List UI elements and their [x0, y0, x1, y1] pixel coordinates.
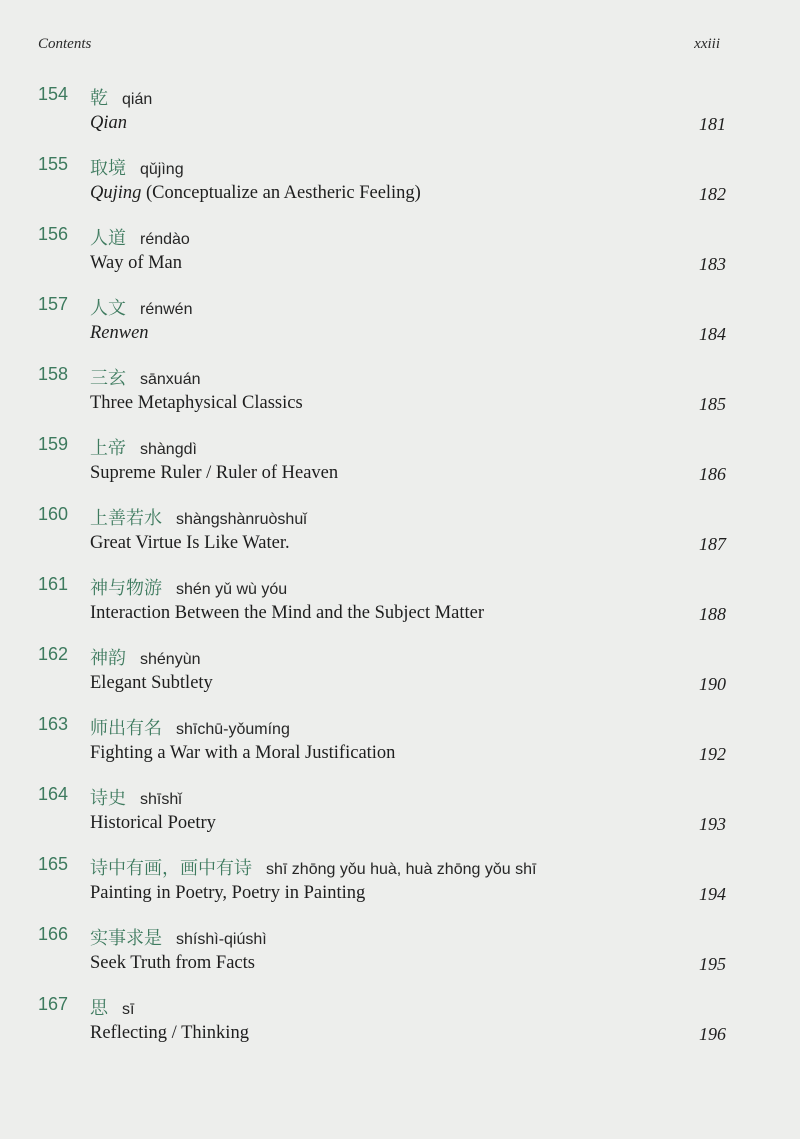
entry-hanzi: 取境 — [90, 158, 126, 179]
entry-english-main: Qian — [90, 113, 127, 133]
entry-chinese-term — [90, 364, 201, 390]
entry-english-main: Way of Man — [90, 253, 183, 273]
entry-pinyin: rénwén — [140, 301, 193, 318]
entry-chinese-term — [90, 714, 290, 740]
entry-number: 160 — [38, 504, 69, 524]
entry-number: 164 — [38, 784, 69, 804]
entry-page-number[interactable]: 181 — [699, 114, 726, 134]
entry-hanzi: 人文 — [90, 298, 126, 319]
entry-chinese-term — [90, 434, 197, 460]
entry-page-number[interactable]: 195 — [699, 954, 726, 974]
entry-english-main: Great Virtue Is Like Water. — [90, 533, 290, 553]
entry-pinyin: shīshǐ — [140, 791, 182, 808]
entry-hanzi: 思 — [90, 998, 108, 1019]
entry-pinyin: shényùn — [140, 651, 201, 668]
entry-english-main: Qujing — [90, 183, 142, 203]
entry-english-title[interactable] — [90, 953, 255, 974]
contents-list — [0, 84, 800, 1064]
entry-english-title[interactable] — [90, 743, 395, 764]
contents-entry — [0, 504, 800, 574]
entry-page-number[interactable]: 194 — [699, 884, 726, 904]
entry-chinese-term — [90, 994, 134, 1020]
entry-english-title[interactable] — [90, 533, 290, 554]
entry-chinese-term — [90, 294, 192, 320]
entry-number: 165 — [38, 854, 69, 874]
contents-entry — [0, 364, 800, 434]
contents-entry — [0, 644, 800, 714]
entry-chinese-term — [90, 224, 190, 250]
entry-english-title[interactable] — [90, 463, 338, 484]
entry-chinese-term — [90, 154, 184, 180]
entry-hanzi: 神韵 — [90, 648, 126, 669]
entry-number: 167 — [38, 994, 69, 1014]
contents-entry — [0, 854, 800, 924]
entry-pinyin: shíshì-qiúshì — [176, 931, 267, 948]
entry-english-title[interactable] — [90, 813, 216, 834]
entry-english-title[interactable] — [90, 253, 182, 274]
entry-pinyin: qián — [122, 91, 153, 108]
entry-page-number[interactable]: 184 — [699, 324, 726, 344]
entry-hanzi: 师出有名 — [90, 718, 162, 739]
entry-chinese-term — [90, 504, 307, 530]
entry-pinyin: sī — [122, 1001, 135, 1018]
entry-hanzi: 上善若水 — [90, 508, 162, 529]
entry-english-title[interactable] — [90, 673, 213, 694]
entry-english-main: Historical Poetry — [90, 813, 216, 833]
entry-english-main: Supreme Ruler / Ruler of Heaven — [90, 463, 339, 483]
entry-number: 158 — [38, 364, 69, 384]
entry-number: 162 — [38, 644, 69, 664]
contents-entry — [0, 574, 800, 644]
entry-hanzi: 三玄 — [90, 368, 126, 389]
contents-entry — [0, 994, 800, 1064]
entry-english-title[interactable] — [90, 883, 365, 904]
entry-pinyin: shī zhōng yǒu huà, huà zhōng yǒu shī — [266, 861, 537, 878]
entry-page-number[interactable]: 183 — [699, 254, 726, 274]
entry-page-number[interactable]: 188 — [699, 604, 726, 624]
entry-english-main: Three Metaphysical Classics — [90, 393, 303, 413]
contents-entry — [0, 224, 800, 294]
entry-english-main: Renwen — [90, 323, 149, 343]
entry-page-number[interactable]: 190 — [699, 674, 726, 694]
entry-hanzi: 人道 — [90, 228, 126, 249]
entry-pinyin: sānxuán — [140, 371, 201, 388]
entry-english-title[interactable] — [90, 183, 421, 204]
entry-page-number[interactable]: 185 — [699, 394, 726, 414]
entry-chinese-term — [90, 574, 287, 600]
entry-number: 163 — [38, 714, 69, 734]
entry-chinese-term — [90, 784, 182, 810]
entry-english-main: Interaction Between the Mind and the Subject Matter — [90, 603, 485, 623]
contents-entry — [0, 154, 800, 224]
entry-english-main: Painting in Poetry, Poetry in Painting — [90, 883, 366, 903]
entry-hanzi: 乾 — [90, 88, 108, 109]
contents-entry — [0, 294, 800, 364]
entry-english-title[interactable] — [90, 1023, 249, 1044]
entry-chinese-term — [90, 84, 152, 110]
entry-hanzi: 实事求是 — [90, 928, 162, 949]
entry-english-title[interactable] — [90, 393, 303, 414]
entry-pinyin: réndào — [140, 231, 190, 248]
entry-english-main: Reflecting / Thinking — [90, 1023, 249, 1043]
entry-english-title[interactable] — [90, 323, 149, 344]
entry-english-main: Seek Truth from Facts — [90, 953, 255, 973]
entry-page-number[interactable]: 193 — [699, 814, 726, 834]
entry-english-main: Fighting a War with a Moral Justification — [90, 743, 396, 763]
entry-number: 166 — [38, 924, 69, 944]
contents-entry — [0, 924, 800, 994]
entry-chinese-term — [90, 854, 536, 880]
entry-page-number[interactable]: 187 — [699, 534, 726, 554]
contents-entry — [0, 784, 800, 854]
entry-number: 159 — [38, 434, 69, 454]
entry-pinyin: shàngdì — [140, 441, 197, 458]
entry-english-title[interactable] — [90, 113, 127, 134]
entry-hanzi: 上帝 — [90, 438, 126, 459]
running-header-title: Contents — [38, 36, 92, 52]
entry-number: 156 — [38, 224, 69, 244]
entry-english-title[interactable] — [90, 603, 484, 624]
entry-pinyin: shàngshànruòshuǐ — [176, 511, 307, 528]
entry-pinyin: qǔjìng — [140, 161, 184, 178]
contents-entry — [0, 434, 800, 504]
entry-page-number[interactable]: 196 — [699, 1024, 726, 1044]
entry-hanzi: 神与物游 — [90, 578, 162, 599]
entry-hanzi: 诗史 — [90, 788, 126, 809]
entry-english-note: (Conceptualize an Aestheric Feeling) — [141, 183, 421, 203]
entry-english-main: Elegant Subtlety — [90, 673, 213, 693]
entry-chinese-term — [90, 644, 201, 670]
entry-pinyin: shén yǔ wù yóu — [176, 581, 288, 598]
entry-page-number[interactable]: 182 — [699, 184, 726, 204]
entry-page-number[interactable]: 186 — [699, 464, 726, 484]
entry-chinese-term — [90, 924, 267, 950]
entry-hanzi: 诗中有画，画中有诗 — [90, 858, 252, 879]
entry-pinyin: shīchū-yǒumíng — [176, 721, 290, 738]
entry-page-number[interactable]: 192 — [699, 744, 726, 764]
entry-number: 154 — [38, 84, 69, 104]
entry-number: 161 — [38, 574, 69, 594]
contents-entry — [0, 84, 800, 154]
entry-number: 155 — [38, 154, 69, 174]
entry-number: 157 — [38, 294, 69, 314]
page-number-roman: xxiii — [694, 36, 720, 52]
contents-entry — [0, 714, 800, 784]
